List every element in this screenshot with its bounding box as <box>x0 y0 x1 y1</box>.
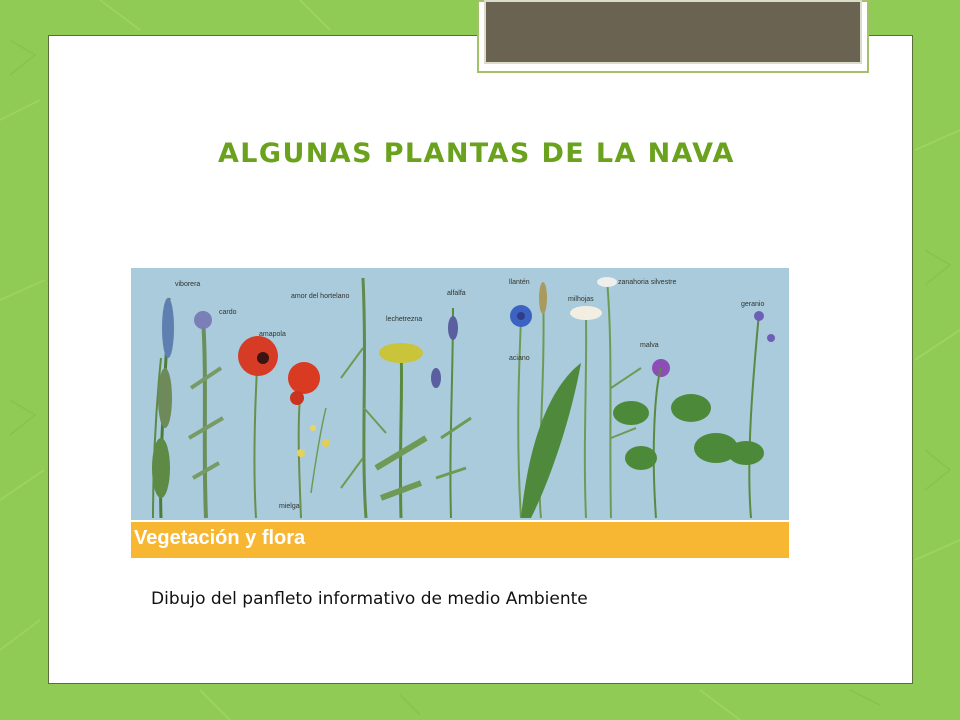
figure-banner <box>131 520 789 558</box>
banner-text: Vegetación y flora <box>134 527 306 549</box>
label-amapola: amapola <box>259 331 286 338</box>
plants-figure <box>131 268 789 558</box>
label-amor-del-hortelano: amor del hortelano <box>291 293 350 300</box>
label-geranio: geranio <box>741 301 765 308</box>
label-aciano: aciano <box>509 355 530 362</box>
label-alfalfa: alfalfa <box>447 290 466 297</box>
label-milhojas: milhojas <box>568 296 594 303</box>
label-lechetrezna: lechetrezna <box>386 316 423 323</box>
label-malva: malva <box>640 342 659 349</box>
slide-title: ALGUNAS PLANTAS DE LA NAVA <box>218 138 735 169</box>
label-cardo: cardo <box>219 309 237 316</box>
figure-caption: Dibujo del panfleto informativo de medio Ambiente <box>151 589 588 609</box>
label-viborera: viborera <box>175 281 201 288</box>
title-tab <box>484 0 862 64</box>
label-zanahoria-silvestre: zanahoria silvestre <box>618 279 677 286</box>
label-llanten: llantén <box>509 279 530 286</box>
label-mielga: mielga <box>279 503 300 510</box>
plants-illustration <box>131 268 789 520</box>
